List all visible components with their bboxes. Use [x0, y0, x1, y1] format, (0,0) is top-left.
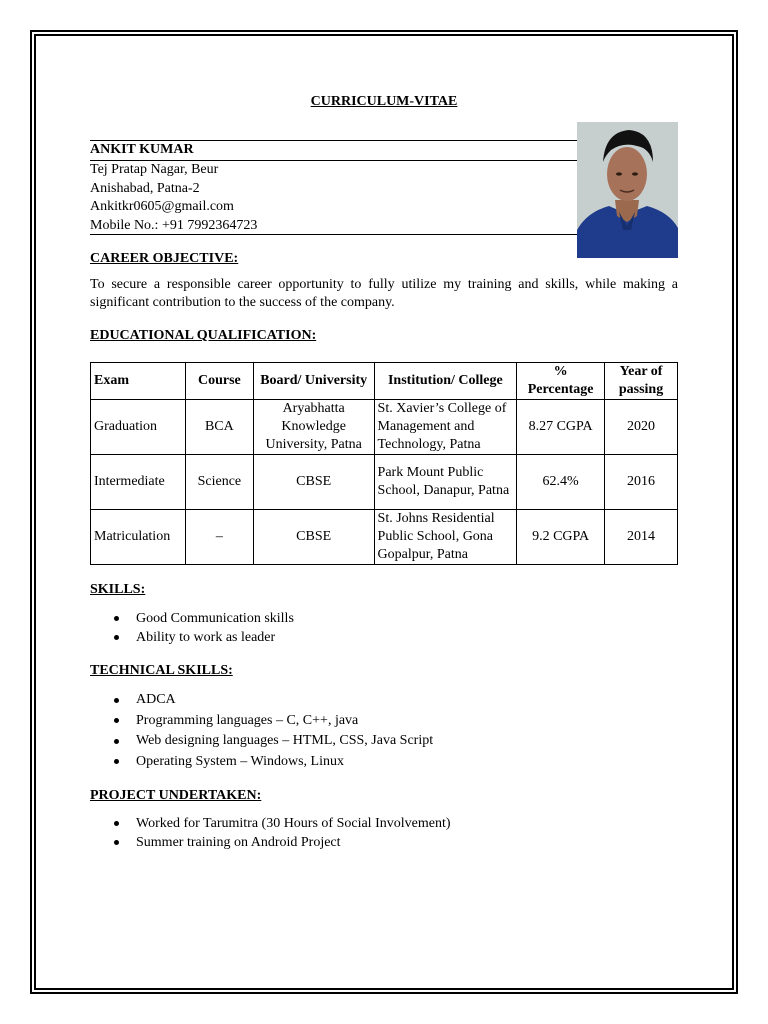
list-item-text: Operating System – Windows, Linux — [136, 753, 344, 769]
cell-exam: Graduation — [91, 400, 186, 455]
bullet-icon — [114, 718, 119, 723]
cell-year: 2020 — [605, 400, 678, 455]
header-course: Course — [185, 363, 253, 400]
header-exam: Exam — [91, 363, 186, 400]
education-heading: EDUCATIONAL QUALIFICATION: — [90, 328, 317, 343]
header-board: Board/ University — [253, 363, 374, 400]
technical-skills-heading: TECHNICAL SKILLS: — [90, 663, 233, 678]
list-item-text: Good Communication skills — [136, 611, 294, 626]
career-objective-heading: CAREER OBJECTIVE: — [90, 251, 239, 266]
profile-photo — [577, 122, 678, 258]
candidate-name: ANKIT KUMAR — [90, 142, 194, 157]
header-rule-top — [90, 140, 578, 141]
cell-year: 2016 — [605, 455, 678, 510]
bullet-icon — [114, 739, 119, 744]
cell-percentage: 9.2 CGPA — [517, 510, 605, 565]
list-item-text: Programming languages – C, C++, java — [136, 712, 359, 728]
bullet-icon — [114, 759, 119, 764]
header-rule-bottom — [90, 234, 578, 235]
document-title: CURRICULUM-VITAE — [310, 94, 458, 109]
cell-institution: St. Johns Residential Public School, Gona Gopalpur, Patna — [374, 510, 517, 565]
table-header-row — [91, 363, 678, 400]
cell-percentage: 8.27 CGPA — [517, 400, 605, 455]
cell-course: BCA — [185, 400, 253, 455]
header-percentage: % Percentage — [517, 363, 605, 400]
list-item-text: Web designing languages – HTML, CSS, Java Script — [136, 733, 434, 748]
list-item-text: Worked for Tarumitra (30 Hours of Social Involvement) — [136, 816, 451, 831]
address-line-1: Tej Pratap Nagar, Beur — [90, 162, 219, 177]
table-row — [91, 455, 678, 510]
technical-skills-list — [90, 690, 433, 772]
bullet-icon — [114, 821, 119, 826]
projects-list — [90, 814, 451, 852]
cell-course: – — [185, 510, 253, 565]
header-institution: Institution/ College — [374, 363, 517, 400]
list-item — [90, 731, 433, 752]
table-row — [91, 510, 678, 565]
cell-exam: Intermediate — [91, 455, 186, 510]
list-item-text: Summer training on Android Project — [136, 835, 341, 850]
list-item-text: ADCA — [136, 692, 176, 707]
mobile-number: Mobile No.: +91 7992364723 — [90, 217, 258, 233]
list-item — [90, 690, 433, 711]
address-line-2: Anishabad, Patna-2 — [90, 180, 200, 196]
bullet-icon — [114, 698, 119, 703]
list-item — [90, 628, 294, 647]
email-address: Ankitkr0605@gmail.com — [90, 199, 234, 214]
cell-board: CBSE — [253, 510, 374, 565]
list-item — [90, 609, 294, 628]
cell-institution: St. Xavier’s College of Management and Technology, Patna — [374, 400, 517, 455]
cell-year: 2014 — [605, 510, 678, 565]
bullet-icon — [114, 840, 119, 845]
bullet-icon — [114, 616, 119, 621]
bullet-icon — [114, 635, 119, 640]
career-objective-text: To secure a responsible career opportunity to fully utilize my training and skills, while making a significant contribution to the success of the company. — [90, 277, 678, 310]
projects-heading: PROJECT UNDERTAKEN: — [90, 788, 262, 803]
cell-course: Science — [185, 455, 253, 510]
list-item — [90, 752, 433, 773]
list-item — [90, 711, 433, 732]
cell-institution: Park Mount Public School, Danapur, Patna — [374, 455, 517, 510]
education-table — [90, 362, 678, 565]
skills-heading: SKILLS: — [90, 582, 146, 597]
cell-exam: Matriculation — [91, 510, 186, 565]
cell-board: Aryabhatta Knowledge University, Patna — [253, 400, 374, 455]
contact-block — [90, 161, 257, 235]
cell-percentage: 62.4% — [517, 455, 605, 510]
cell-board: CBSE — [253, 455, 374, 510]
list-item — [90, 814, 451, 833]
table-row — [91, 400, 678, 455]
skills-list — [90, 609, 294, 647]
list-item — [90, 833, 451, 852]
header-year: Year of passing — [605, 363, 678, 400]
list-item-text: Ability to work as leader — [136, 630, 276, 645]
